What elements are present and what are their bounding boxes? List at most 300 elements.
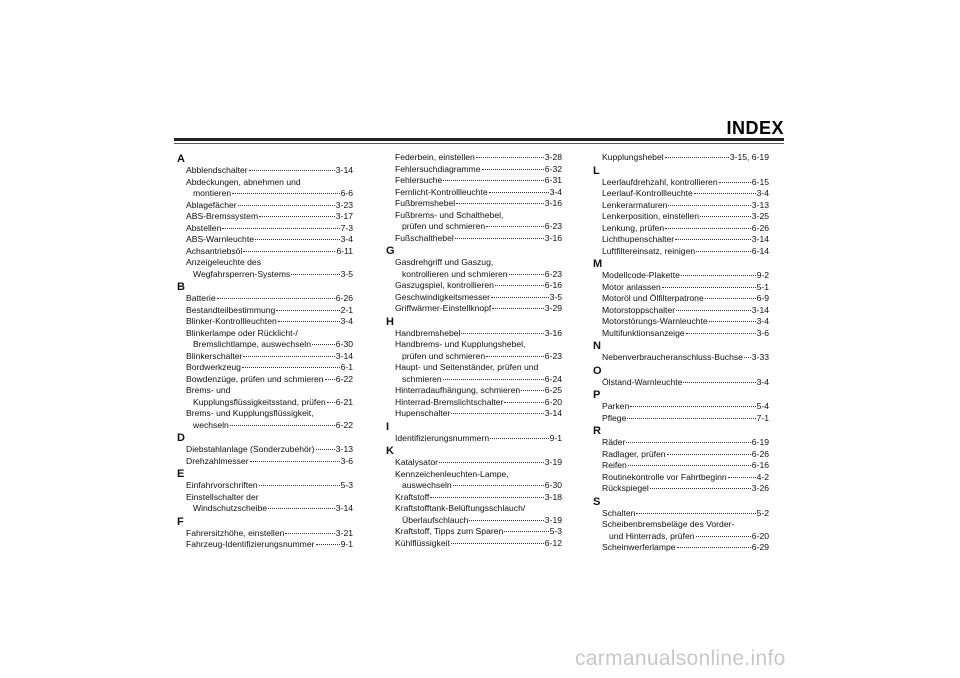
index-entry-page: 3-4 (756, 376, 769, 387)
dot-leader (278, 321, 340, 322)
index-entry-label: Fehlersuchdiagramme (395, 163, 481, 174)
index-entry-label: Bowdenzüge, prüfen und schmieren (186, 373, 324, 384)
index-entry-label: Einstellschalter der (186, 491, 259, 502)
index-entry-label: Gasdrehgriff und Gaszug, (395, 257, 494, 267)
index-letter-heading: P (593, 389, 601, 401)
index-entry (593, 282, 769, 294)
index-entry (386, 433, 562, 445)
index-entry (177, 234, 353, 246)
index-entry (593, 413, 769, 425)
index-entry-label: Kupplungshebel (602, 152, 664, 162)
index-entry-page: 3-5 (549, 291, 562, 302)
dot-leader (249, 170, 335, 171)
dot-leader (686, 333, 756, 334)
index-entry-label: Achsantriebsöl (186, 245, 243, 256)
index-entry (593, 377, 769, 389)
index-entry-page: 3-14 (544, 408, 562, 418)
index-entry-label: kontrollieren und schmieren (402, 268, 508, 279)
index-entry-label: Räder (602, 437, 626, 447)
index-entry (177, 339, 353, 351)
dot-leader (430, 497, 544, 498)
index-entry (593, 508, 769, 520)
index-entry (593, 293, 769, 305)
index-letter-heading: G (386, 245, 395, 257)
index-entry-label: Griffwärmer-Einstellknopf (395, 303, 492, 313)
index-entry-label: Ölstand-Warnleuchte (602, 376, 683, 387)
index-entry (386, 408, 562, 420)
dot-leader (230, 425, 335, 426)
index-entry-page: 6-26 (751, 448, 769, 459)
index-entry-label: Nebenverbraucheranschluss-Buchse (602, 352, 743, 362)
index-entry (177, 269, 353, 281)
dot-leader (451, 413, 543, 414)
index-letter-heading: H (386, 315, 394, 328)
index-entry-page: 6-29 (751, 542, 769, 552)
index-entry (593, 223, 769, 235)
dot-leader (676, 310, 751, 311)
index-entry (593, 449, 769, 461)
index-letter-heading: K (386, 445, 394, 457)
index-entry-page: 6-16 (544, 280, 562, 290)
index-entry (386, 303, 562, 315)
index-entry (593, 483, 769, 495)
dot-leader (232, 193, 339, 194)
index-entry-label: Handbremshebel (395, 327, 461, 338)
index-entry (386, 292, 562, 304)
index-entry (177, 528, 353, 540)
index-entry-label: Multifunktionsanzeige (602, 327, 685, 338)
dot-leader (668, 205, 750, 206)
index-entry-label: Einfahrvorschriften (186, 480, 258, 490)
index-entry-label: Anzeigeleuchte des (186, 257, 262, 267)
index-entry-label: Radlager, prüfen (602, 448, 666, 459)
index-entry-label: Federbein, einstellen (395, 152, 475, 162)
index-entry-label: Blinkerschalter (186, 350, 243, 361)
index-entry-label: Batterie (186, 293, 216, 303)
index-entry (386, 198, 562, 210)
index-entry-label: prüfen und schmieren (402, 221, 486, 231)
index-entry (593, 246, 769, 258)
dot-leader (443, 379, 544, 380)
index-entry-label: Brems- und Kupplungsflüssigkeit, (186, 408, 314, 418)
index-entry (177, 200, 353, 212)
index-entry (386, 233, 562, 245)
dot-leader (504, 531, 548, 532)
index-entry-page: 4-2 (756, 471, 769, 482)
index-entry-page: 6-30 (335, 339, 353, 349)
dot-leader (316, 544, 340, 545)
index-entry (386, 515, 562, 527)
index-entry (593, 328, 769, 340)
dot-leader (662, 287, 756, 288)
header-rule-thin (174, 143, 784, 144)
dot-leader (509, 274, 544, 275)
index-entry-page: 3-19 (544, 457, 562, 467)
index-entry-label: ABS-Warnleuchte (186, 234, 254, 244)
dot-leader (709, 321, 756, 322)
index-column-2 (386, 152, 562, 549)
index-entry-page: 3-21 (335, 527, 353, 538)
dot-leader (700, 216, 751, 217)
index-entry (593, 460, 769, 472)
index-entry-label: auswechseln (402, 480, 452, 490)
dot-leader (439, 462, 544, 463)
index-letter-heading: N (593, 340, 601, 352)
index-entry-page: 7-3 (340, 222, 353, 233)
index-entry-label: Kühlflüssigkeit (395, 537, 450, 548)
index-entry-page: 3-4 (549, 186, 562, 197)
index-entry-page: 6-22 (335, 419, 353, 430)
dot-leader (636, 513, 755, 514)
dot-leader (627, 418, 755, 419)
dot-leader (242, 367, 340, 368)
index-entry-page: 3-18 (544, 491, 562, 502)
dot-leader (259, 216, 335, 217)
dot-leader (683, 382, 755, 383)
dot-leader (489, 192, 549, 193)
index-entry (386, 221, 562, 233)
dot-leader (276, 310, 339, 311)
index-entry (593, 177, 769, 189)
index-entry (177, 165, 353, 177)
index-letter-heading: L (593, 164, 600, 177)
index-entry-page: 7-1 (756, 412, 769, 423)
index-entry (593, 211, 769, 223)
index-entry-label: Fußbrems- und Schalthebel, (395, 209, 504, 220)
dot-leader (650, 488, 751, 489)
index-letter-heading: B (177, 281, 185, 293)
dot-leader (455, 238, 544, 239)
index-entry (593, 200, 769, 212)
index-entry-label: Handbrems- und Kupplungshebel, (395, 339, 526, 349)
index-entry (386, 269, 562, 281)
index-entry (177, 188, 353, 200)
index-entry (386, 164, 562, 176)
index-entry-page: 6-20 (544, 396, 562, 407)
index-entry-page: 3-23 (335, 199, 353, 210)
index-entry-label: Bestandteilbestimmung (186, 304, 276, 315)
index-entry-label: Fahrzeug-Identifizierungsnummer (186, 539, 315, 549)
index-entry (593, 401, 769, 413)
dot-leader (495, 285, 544, 286)
dot-leader (696, 536, 751, 537)
index-entry-label: Ablagefächer (186, 199, 237, 210)
index-entry-label: Motoröl und Ölfilterpatrone (602, 293, 704, 303)
index-entry-label: Hinterrad-Bremslichtschalter (395, 396, 504, 407)
dot-leader (259, 485, 340, 486)
index-entry-page: 6-23 (544, 268, 562, 279)
index-entry (177, 480, 353, 492)
index-entry-page: 3-13 (751, 199, 769, 210)
index-entry-page: 3-16 (544, 327, 562, 338)
index-entry-label: Routinekontrolle vor Fahrtbeginn (602, 471, 727, 482)
index-entry-label: Kraftstoff (395, 491, 430, 502)
index-entry-page: 3-26 (751, 483, 769, 493)
dot-leader (238, 205, 335, 206)
index-entry (177, 456, 353, 468)
index-entry-page: 6-9 (756, 293, 769, 303)
index-entry (386, 175, 562, 187)
index-entry-label: Luftfiltereinsatz, reinigen (602, 245, 696, 256)
index-entry-label: Kennzeichenleuchten-Lampe, (395, 468, 509, 479)
index-entry (177, 503, 353, 515)
index-entry (593, 542, 769, 554)
dot-leader (630, 406, 755, 407)
index-entry-label: Reifen (602, 460, 627, 470)
dot-leader (696, 251, 751, 252)
index-entry-label: Katalysator (395, 457, 438, 467)
index-letter-heading: A (177, 153, 185, 165)
index-entry (177, 374, 353, 386)
index-entry-page: 3-4 (340, 234, 353, 244)
index-entry-label: Bordwerkzeug (186, 362, 241, 372)
index-entry-label: Identifizierungsnummern (395, 432, 490, 443)
index-entry-page: 3-13 (335, 444, 353, 454)
index-entry-page: 3-19 (544, 514, 562, 525)
index-entry-page: 6-23 (544, 350, 562, 361)
index-entry-label: Diebstahlanlage (Sonderzubehör) (186, 444, 315, 454)
index-entry (593, 270, 769, 282)
index-entry-label: Schalten (602, 507, 636, 518)
index-entry (386, 526, 562, 538)
index-entry-label: Hupenschalter (395, 408, 451, 418)
index-entry-label: Blinker-Kontrollleuchten (186, 316, 277, 326)
index-entry-page: 5-2 (756, 507, 769, 518)
index-entry (177, 351, 353, 363)
dot-leader (667, 454, 751, 455)
index-entry-page: 9-1 (549, 432, 562, 443)
index-entry-page: 3-14 (751, 304, 769, 315)
dot-leader (665, 157, 729, 158)
index-letter-heading: O (593, 364, 602, 377)
dot-leader (268, 508, 335, 509)
index-entry-label: Leerlaufdrehzahl, kontrollieren (602, 176, 718, 187)
index-entry (386, 538, 562, 550)
index-entry-page: 3-33 (751, 352, 769, 362)
dot-leader (492, 308, 543, 309)
index-letter-heading: R (593, 425, 601, 437)
index-entry-page: 5-3 (340, 480, 353, 490)
index-entry-label: Kraftstofftank-Belüftungsschlauch/ (395, 503, 526, 513)
dot-leader (217, 298, 335, 299)
index-entry (386, 374, 562, 386)
index-entry-page: 3-17 (335, 211, 353, 221)
dot-leader (476, 157, 544, 158)
header-rule-thick (174, 138, 784, 141)
dot-leader (469, 520, 543, 521)
index-entry-page: 3-6 (340, 455, 353, 466)
index-entry-page: 6-14 (751, 245, 769, 256)
dot-leader (705, 298, 756, 299)
index-entry (386, 480, 562, 492)
index-entry (593, 472, 769, 484)
dot-leader (490, 438, 548, 439)
dot-leader (665, 228, 751, 229)
index-entry-page: 3-14 (335, 350, 353, 361)
index-entry-label: Leerlauf-Kontrollleuchte (602, 188, 693, 198)
dot-leader (728, 477, 756, 478)
dot-leader (285, 533, 334, 534)
index-entry-page: 3-4 (756, 188, 769, 198)
dot-leader (250, 461, 340, 462)
index-entry (177, 420, 353, 432)
index-entry-page: 3-14 (335, 165, 353, 175)
dot-leader (443, 180, 544, 181)
index-entry (177, 211, 353, 223)
dot-leader (486, 226, 544, 227)
index-entry-page: 3-25 (751, 211, 769, 221)
index-column-3 (593, 152, 769, 554)
index-entry (593, 234, 769, 246)
index-entry (593, 152, 769, 164)
index-entry-page: 3-14 (335, 503, 353, 513)
index-entry (593, 531, 769, 543)
index-letter-heading: D (177, 432, 185, 444)
index-entry-page: 3-29 (544, 303, 562, 313)
index-entry-label: montieren (193, 188, 232, 198)
index-entry-page: 6-12 (544, 537, 562, 548)
dot-leader (486, 356, 544, 357)
index-letter-heading: S (593, 495, 601, 508)
index-entry (386, 492, 562, 504)
index-entry-label: Lichthupenschalter (602, 234, 675, 244)
index-entry-page: 6-31 (544, 175, 562, 185)
dot-leader (255, 239, 340, 240)
dot-leader (453, 485, 544, 486)
index-entry-label: Motorstörungs-Warnleuchte (602, 316, 708, 326)
index-entry-page: 6-32 (544, 163, 562, 174)
index-entry (386, 152, 562, 164)
index-entry-page: 9-2 (756, 270, 769, 280)
index-entry-page: 3-15, 6-19 (729, 152, 769, 162)
index-entry-page: 6-25 (544, 385, 562, 395)
index-entry-page: 3-4 (756, 316, 769, 326)
index-entry (593, 188, 769, 200)
index-entry-label: Lenkerposition, einstellen (602, 211, 699, 221)
index-letter-heading: M (593, 258, 603, 270)
index-entry-page: 5-3 (549, 526, 562, 536)
index-entry (386, 280, 562, 292)
index-entry-page: 3-14 (751, 234, 769, 244)
index-entry (177, 316, 353, 328)
index-entry (386, 385, 562, 397)
index-entry-page: 5-4 (756, 401, 769, 411)
index-entry (177, 397, 353, 409)
index-entry-label: Bremslichtlampe, auswechseln (193, 339, 311, 349)
index-entry (177, 539, 353, 551)
index-entry-label: Fehlersuche (395, 175, 443, 185)
index-entry-label: Geschwindigkeitsmesser (395, 291, 491, 302)
index-entry-page: 6-26 (335, 293, 353, 303)
index-entry-page: 3-16 (544, 198, 562, 208)
index-entry-label: Kraftstoff, Tipps zum Sparen (395, 526, 504, 536)
dot-leader (675, 239, 751, 240)
index-entry-page: 3-6 (756, 327, 769, 338)
index-entry-page: 6-22 (335, 373, 353, 384)
index-entry (593, 305, 769, 317)
dot-leader (521, 390, 544, 391)
index-entry-page: 3-5 (340, 268, 353, 279)
index-entry-label: Scheibenbremsbeläge des Vorder- (602, 519, 735, 529)
index-entry (177, 223, 353, 235)
dot-leader (451, 543, 544, 544)
index-entry-label: Wegfahrsperren-Systems (193, 268, 291, 279)
index-entry-label: wechseln (193, 419, 229, 430)
index-entry-label: Motorstoppschalter (602, 304, 676, 315)
dot-leader (491, 297, 549, 298)
index-entry-label: Kupplungsflüssigkeitsstand, prüfen (193, 396, 326, 407)
index-entry-label: Fernlicht-Kontrollleuchte (395, 186, 488, 197)
index-entry-label: und Hinterrads, prüfen (609, 530, 695, 541)
index-entry-label: Hinterradaufhängung, schmieren (395, 385, 521, 395)
index-entry-label: Lenkung, prüfen (602, 222, 665, 233)
index-entry-label: Pflege (602, 412, 627, 423)
index-entry (177, 444, 353, 456)
index-entry-label: Lenkerarmaturen (602, 199, 668, 210)
index-entry (386, 397, 562, 409)
dot-leader (243, 356, 334, 357)
index-entry-page: 6-21 (335, 396, 353, 407)
index-entry-page: 6-1 (340, 362, 353, 372)
index-entry-page: 3-4 (340, 316, 353, 326)
index-entry-label: Windschutzscheibe (193, 503, 268, 513)
index-entry-page: 6-6 (340, 188, 353, 198)
dot-leader (327, 402, 335, 403)
index-entry (177, 293, 353, 305)
index-entry (593, 316, 769, 328)
index-entry (386, 328, 562, 340)
index-entry-label: Brems- und (186, 385, 231, 395)
index-letter-heading: I (386, 420, 390, 433)
index-entry-label: Abblendschalter (186, 165, 248, 175)
index-entry-page: 5-1 (756, 281, 769, 292)
index-entry-label: Parken (602, 401, 630, 411)
index-entry-label: Gaszugspiel, kontrollieren (395, 280, 494, 290)
index-entry-label: Überlaufschlauch (402, 514, 469, 525)
index-entry-label: prüfen und schmieren (402, 350, 486, 361)
index-entry-label: Abdeckungen, abnehmen und (186, 176, 301, 187)
index-entry-page: 6-16 (751, 460, 769, 470)
index-entry (177, 246, 353, 258)
index-entry-label: Motor anlassen (602, 281, 661, 292)
index-entry-label: Haupt- und Seitenständer, prüfen und (395, 362, 539, 372)
index-entry (593, 437, 769, 449)
index-entry (386, 457, 562, 469)
dot-leader (719, 182, 751, 183)
index-entry (177, 305, 353, 317)
index-entry-label: Rückspiegel (602, 483, 649, 493)
dot-leader (222, 228, 339, 229)
index-entry (177, 362, 353, 374)
index-entry-label: Fahrersitzhöhe, einstellen (186, 527, 285, 538)
index-entry-page: 3-16 (544, 232, 562, 243)
index-entry (386, 187, 562, 199)
index-entry-page: 6-11 (336, 245, 353, 256)
dot-leader (694, 193, 756, 194)
index-entry-page: 6-30 (544, 480, 562, 490)
index-entry-label: Scheinwerferlampe (602, 542, 676, 552)
dot-leader (312, 344, 335, 345)
index-entry-page: 3-28 (544, 152, 562, 162)
index-letter-heading: F (177, 515, 184, 528)
index-entry-page: 6-26 (751, 222, 769, 233)
index-column-1 (177, 152, 353, 551)
dot-leader (461, 333, 543, 334)
index-entry-page: 6-15 (751, 176, 769, 187)
dot-leader (677, 547, 751, 548)
dot-leader (325, 379, 335, 380)
index-entry-label: Blinkerlampe oder Rücklicht-/ (186, 327, 298, 338)
